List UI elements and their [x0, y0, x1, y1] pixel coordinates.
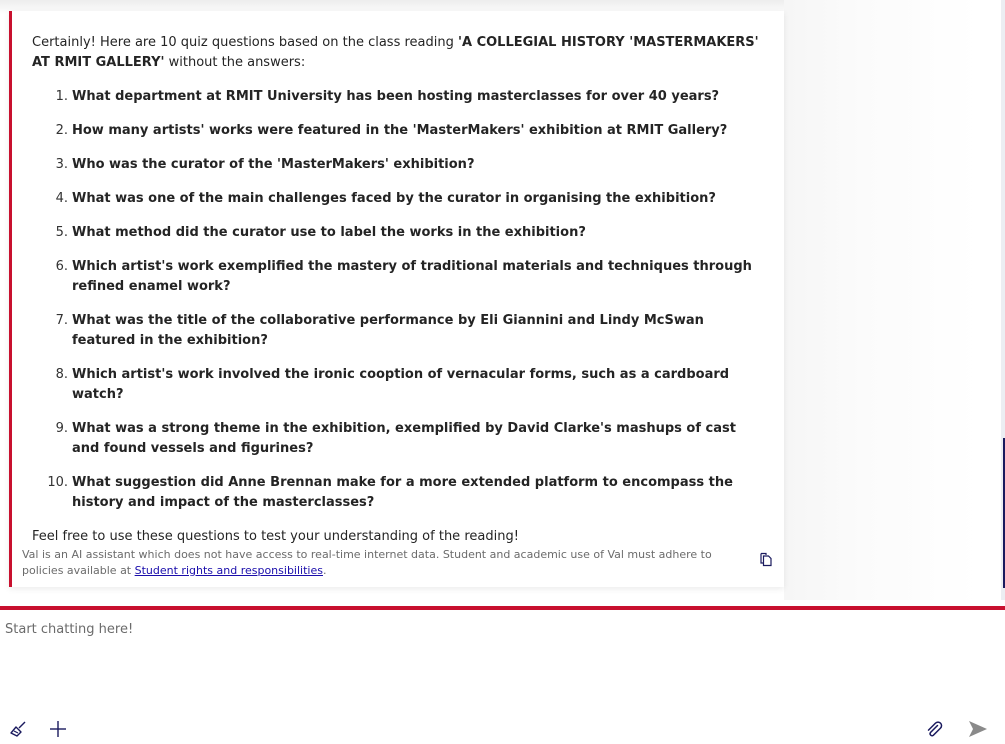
intro-text: Certainly! Here are 10 quiz questions based on the class reading: [32, 35, 458, 50]
question-number: 8.: [55, 367, 68, 382]
question-number: 5.: [55, 225, 68, 240]
question-text: What was a strong theme in the exhibition, exemplified by David Clarke's mashups of cast and found vessels and figurines?: [72, 421, 736, 456]
question-number: 7.: [55, 313, 68, 328]
question-text: What was the title of the collaborative performance by Eli Giannini and Lindy McSwan featured in the exhibition?: [72, 313, 704, 348]
student-rights-link[interactable]: Student rights and responsibilities: [134, 564, 323, 577]
question-item: [32, 419, 762, 459]
question-text: What was one of the main challenges faced by the curator in organising the exhibition?: [72, 191, 716, 206]
intro-suffix: without the answers:: [164, 55, 306, 70]
disclaimer-text: Val is an AI assistant which does not have access to real-time internet data. Student and academic use of Val must adhere to policies available at: [22, 548, 712, 577]
question-item: [32, 155, 762, 175]
question-item: [32, 87, 762, 107]
question-item: [32, 365, 762, 405]
question-item: [32, 121, 762, 141]
question-text: Which artist's work involved the ironic cooption of vernacular forms, such as a cardboard watch?: [72, 367, 730, 402]
message-body: [32, 33, 762, 547]
message-outro: Feel free to use these questions to test your understanding of the reading!: [32, 529, 519, 544]
attach-button[interactable]: [922, 718, 946, 742]
send-button[interactable]: [966, 717, 990, 741]
question-item: [32, 223, 762, 243]
question-text: How many artists' works were featured in the 'MasterMakers' exhibition at RMIT Gallery?: [72, 123, 728, 138]
question-number: 3.: [55, 157, 68, 172]
question-number: 1.: [55, 89, 68, 104]
question-number: 10.: [47, 475, 68, 490]
question-item: [32, 189, 762, 209]
plus-icon: [48, 719, 68, 739]
reading-title: 'A COLLEGIAL HISTORY 'MASTERMAKERS' AT RMIT GALLERY': [32, 35, 759, 70]
broom-icon: [8, 719, 28, 739]
chat-input[interactable]: [5, 622, 995, 712]
copy-icon: [758, 551, 774, 567]
question-number: 9.: [55, 421, 68, 436]
composer: [0, 610, 1005, 744]
question-number: 2.: [55, 123, 68, 138]
ai-disclaimer: [22, 547, 742, 579]
question-item: [32, 257, 762, 297]
question-list: [32, 87, 762, 513]
assistant-message: [9, 11, 784, 587]
question-text: Which artist's work exemplified the mastery of traditional materials and techniques through refined enamel work?: [72, 259, 752, 294]
question-text: What suggestion did Anne Brennan make for a more extended platform to encompass the history and impact of the masterclasses?: [72, 475, 733, 510]
question-number: 6.: [55, 259, 68, 274]
question-text: Who was the curator of the 'MasterMakers' exhibition?: [72, 157, 475, 172]
message-intro: [32, 33, 762, 73]
question-item: [32, 311, 762, 351]
disclaimer-suffix: .: [322, 564, 327, 577]
new-chat-button[interactable]: [46, 717, 70, 741]
paperclip-icon: [924, 720, 944, 740]
question-text: What method did the curator use to label the works in the exhibition?: [72, 225, 586, 240]
question-text: What department at RMIT University has been hosting masterclasses for over 40 years?: [72, 89, 720, 104]
send-icon: [967, 718, 989, 740]
copy-button[interactable]: [758, 551, 774, 567]
question-number: 4.: [55, 191, 68, 206]
clear-chat-button[interactable]: [6, 717, 30, 741]
background-fade: [784, 0, 980, 600]
question-item: [32, 473, 762, 513]
